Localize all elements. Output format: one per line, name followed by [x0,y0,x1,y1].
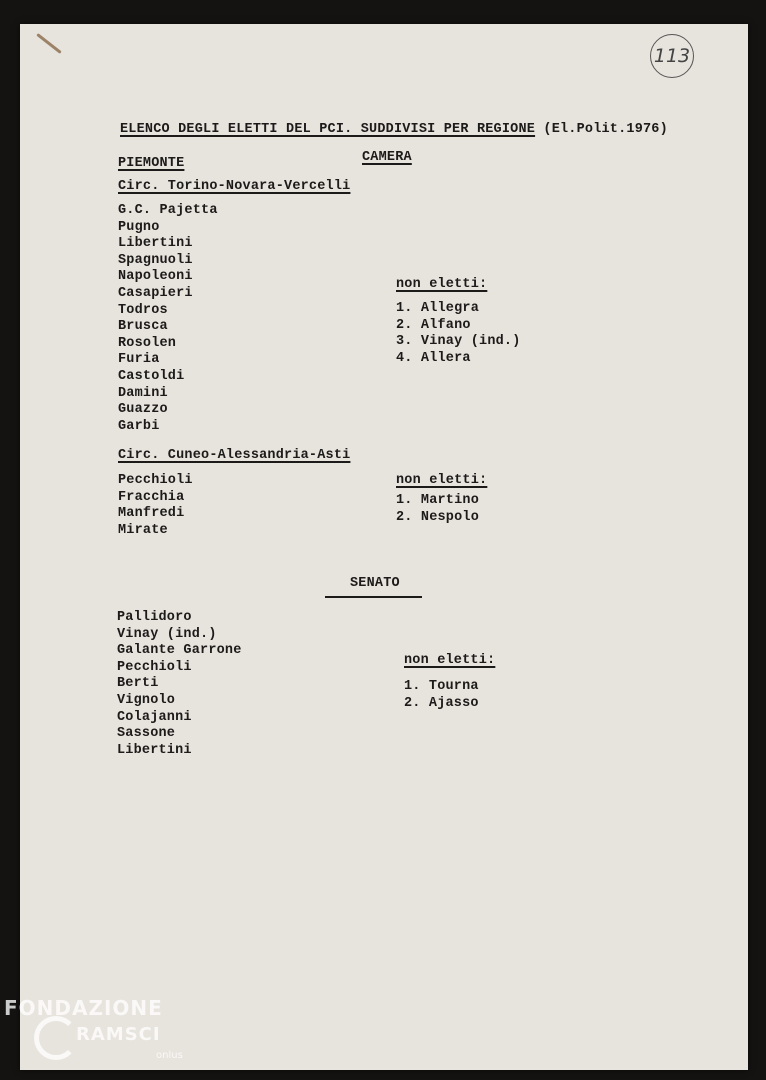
list-item: 1. Tourna [404,679,479,694]
list-item: Libertini [117,742,192,758]
circ1-title: Circ. Torino-Novara-Vercelli [118,179,351,194]
senato-non-eletti-label: non eletti: [404,653,496,668]
list-item: Colajanni [117,709,192,725]
list-item: Damini [118,385,168,401]
list-item: Furia [118,352,160,368]
list-item: 1. Martino [396,493,480,508]
list-item: Libertini [118,236,193,252]
list-item: Manfredi [118,506,185,522]
list-item: Brusca [118,319,168,335]
circ2-non-eletti-list [396,493,479,526]
list-item: Napoleoni [118,269,193,285]
list-item: 2. Ajasso [404,695,479,711]
watermark-line2: RAMSCI [76,1024,161,1045]
document-page [20,24,748,1070]
list-item: Mirate [118,522,168,538]
circ1-non-eletti-label: non eletti: [396,277,488,292]
list-item: Berti [117,676,159,692]
list-item: Pecchioli [118,473,193,488]
senato-eletti-list [117,610,242,759]
circ2-title: Circ. Cuneo-Alessandria-Asti [118,448,351,463]
list-item: Vinay (ind.) [117,626,217,642]
list-item: Sassone [117,726,176,742]
senato-non-eletti-list [404,679,479,712]
list-item: Guazzo [118,402,168,418]
list-item: 1. Allegra [396,301,480,316]
list-item: 3. Vinay (ind.) [396,334,521,350]
list-item: 2. Alfano [396,317,471,333]
fondazione-gramsci-watermark [4,994,204,1074]
list-item: Pallidoro [117,610,192,625]
list-item: Pugno [118,219,160,235]
list-item: Garbi [118,418,160,434]
list-item: Rosolen [118,335,177,351]
list-item: Vignolo [117,692,176,708]
list-item: Castoldi [118,368,185,384]
watermark-line1: FONDAZIONE [4,996,163,1020]
list-item: Fracchia [118,489,185,505]
camera-title: CAMERA [362,150,412,165]
circ1-eletti-list [118,203,218,435]
list-item: Casapieri [118,285,193,301]
region-title: PIEMONTE [118,156,185,171]
list-item: G.C. Pajetta [118,203,218,218]
list-item: 2. Nespolo [396,509,480,525]
paper-stain [36,33,61,54]
document-header [120,122,668,139]
header-suffix: (El.Polit.1976) [543,122,668,137]
list-item: Galante Garrone [117,643,242,659]
circ2-non-eletti-label: non eletti: [396,473,488,488]
list-item: Spagnuoli [118,252,193,268]
list-item: 4. Allera [396,350,471,366]
watermark-g-logo-icon [34,1016,78,1060]
senato-title: SENATO [325,576,422,598]
watermark-line3: onlus [156,1050,183,1061]
circ2-eletti-list [118,473,193,539]
page-number: 113 [650,34,694,78]
list-item: Todros [118,302,168,318]
circ1-non-eletti-list [396,301,521,367]
header-title: ELENCO DEGLI ELETTI DEL PCI. SUDDIVISI PER REGIONE [120,122,536,137]
list-item: Pecchioli [117,659,192,675]
